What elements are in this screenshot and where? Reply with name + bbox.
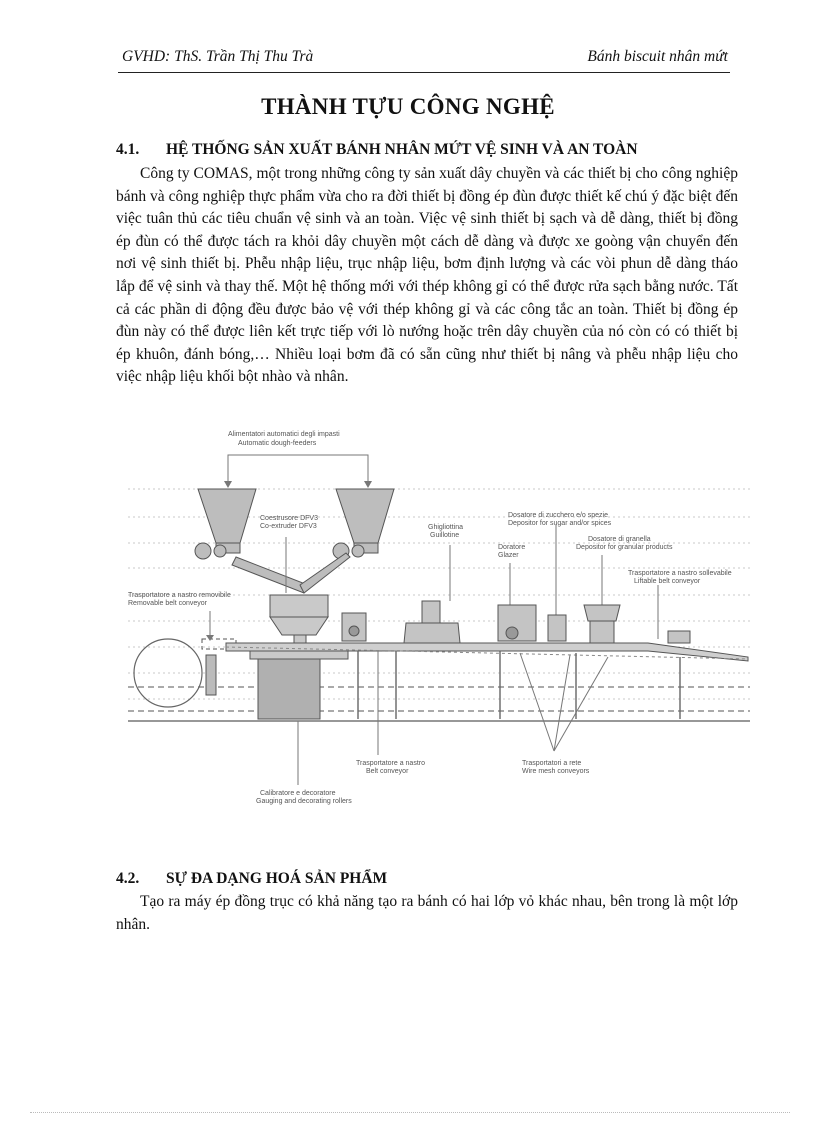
section-4-1-paragraph: Công ty COMAS, một trong những công ty sản xuất dây chuyền và các thiết bị cho công nghiệp bánh và công nghiệp thực phẩm vừa cho ra đời thiết bị đồng ép đùn được thiết kế chú ý đặc biệt đến việc tuân thủ các tiêu chuẩn vệ sinh và an toàn. Việc vệ sinh thiết bị sạch và dễ dàng, thiết bị đồng ép đùn có thể được tách ra khỏi dây chuyền một cách dễ dàng và được xe goòng vận chuyển đến nơi vệ sinh thiết bị. Phễu nhập liệu, trục nhập liệu, bơm định lượng và các vòi phun dễ dàng tháo lắp để vệ sinh và thay thế. Một hệ thống mới với thép không gỉ có thể được rửa sạch bằng nước. Tất cả các phần di động đều được bảo vệ với thép không gỉ và các công tắc an toàn. Thiết bị đồng ép đùn này có thể được liên kết trực tiếp với lò nướng hoặc trên dây chuyền của nó còn có có thiết bị ép khuôn, đánh bóng,… Nhiều loại bơm đã có sẵn cũng như thiết bị nâng và phễu nhập liệu cho việc nhập liệu khối bột nhào và nhân. [116, 165, 738, 386]
label-rollers-en: Gauging and decorating rollers [256, 798, 352, 805]
conveyor-legs [358, 651, 680, 719]
header-document-topic: Bánh biscuit nhân mứt [587, 48, 728, 65]
label-removable-it: Trasportatore a nastro removibile [128, 592, 231, 599]
guillotine [404, 545, 460, 643]
label-wire-en: Wire mesh conveyors [522, 768, 590, 775]
label-sugar-en: Depositor for sugar and/or spices [508, 520, 612, 527]
production-line-drawing [128, 425, 750, 817]
label-granular-en: Depositor for granular products [576, 544, 673, 551]
section-4-2-paragraph: Tạo ra máy ép đồng trục có khả năng tạo ra bánh có hai lớp vỏ khác nhau, bên trong là một lớp nhân. [116, 893, 738, 933]
label-glazer-it: Doratore [498, 544, 526, 551]
section-4-1-number: 4.1. [116, 141, 140, 158]
label-feeders-it: Alimentatori automatici degli impasti [228, 431, 340, 438]
header-instructor: GVHD: ThS. Trần Thị Thu Trà [122, 48, 314, 65]
page-title: THÀNH TỰU CÔNG NGHỆ [261, 94, 555, 119]
label-glazer-en: Glazer [498, 552, 519, 559]
page-header [118, 48, 730, 73]
section-4-2-title: SỰ ĐA DẠNG HOÁ SẢN PHẨM [166, 870, 388, 887]
section-4-2-number: 4.2. [116, 870, 140, 887]
label-removable-en: Removable belt conveyor [128, 600, 207, 607]
label-feeders-en: Automatic dough-feeders [238, 440, 317, 447]
co-extruder-dfv3 [250, 595, 348, 719]
sugar-depositor [548, 525, 566, 641]
glazer [498, 563, 536, 641]
label-coextruder-it: Coestrusore DFV3 [260, 515, 318, 522]
label-rollers-it: Calibratore e decoratore [260, 790, 336, 797]
production-line-diagram [128, 425, 750, 817]
label-belt-en: Belt conveyor [366, 768, 409, 775]
label-guillotine-en: Guillotine [430, 532, 460, 539]
label-liftable-it: Trasportatore a nastro sollevabile [628, 570, 732, 577]
liftable-belt-conveyor [658, 585, 690, 643]
small-unit-left [342, 613, 366, 641]
label-belt-it: Trasportatore a nastro [356, 760, 425, 767]
feeder-arrows [228, 455, 368, 483]
section-4-2-heading [116, 870, 387, 888]
page-bottom-border [30, 1112, 790, 1113]
label-wire-it: Trasportatori a rete [522, 760, 582, 767]
dough-feeder-right [300, 489, 394, 593]
label-liftable-en: Liftable belt conveyor [634, 578, 701, 585]
label-sugar-it: Dosatore di zucchero e/o spezie [508, 512, 608, 519]
dough-feeder-left [195, 489, 308, 593]
section-4-1-heading [116, 141, 638, 159]
label-coextruder-en: Co-extruder DFV3 [260, 523, 317, 530]
section-4-1-title: HỆ THỐNG SẢN XUẤT BÁNH NHÂN MỨT VỆ SINH VÀ AN TOÀN [166, 141, 638, 158]
label-guillotine-it: Ghigliottina [428, 524, 464, 531]
label-granular-it: Dosatore di granella [588, 536, 651, 543]
